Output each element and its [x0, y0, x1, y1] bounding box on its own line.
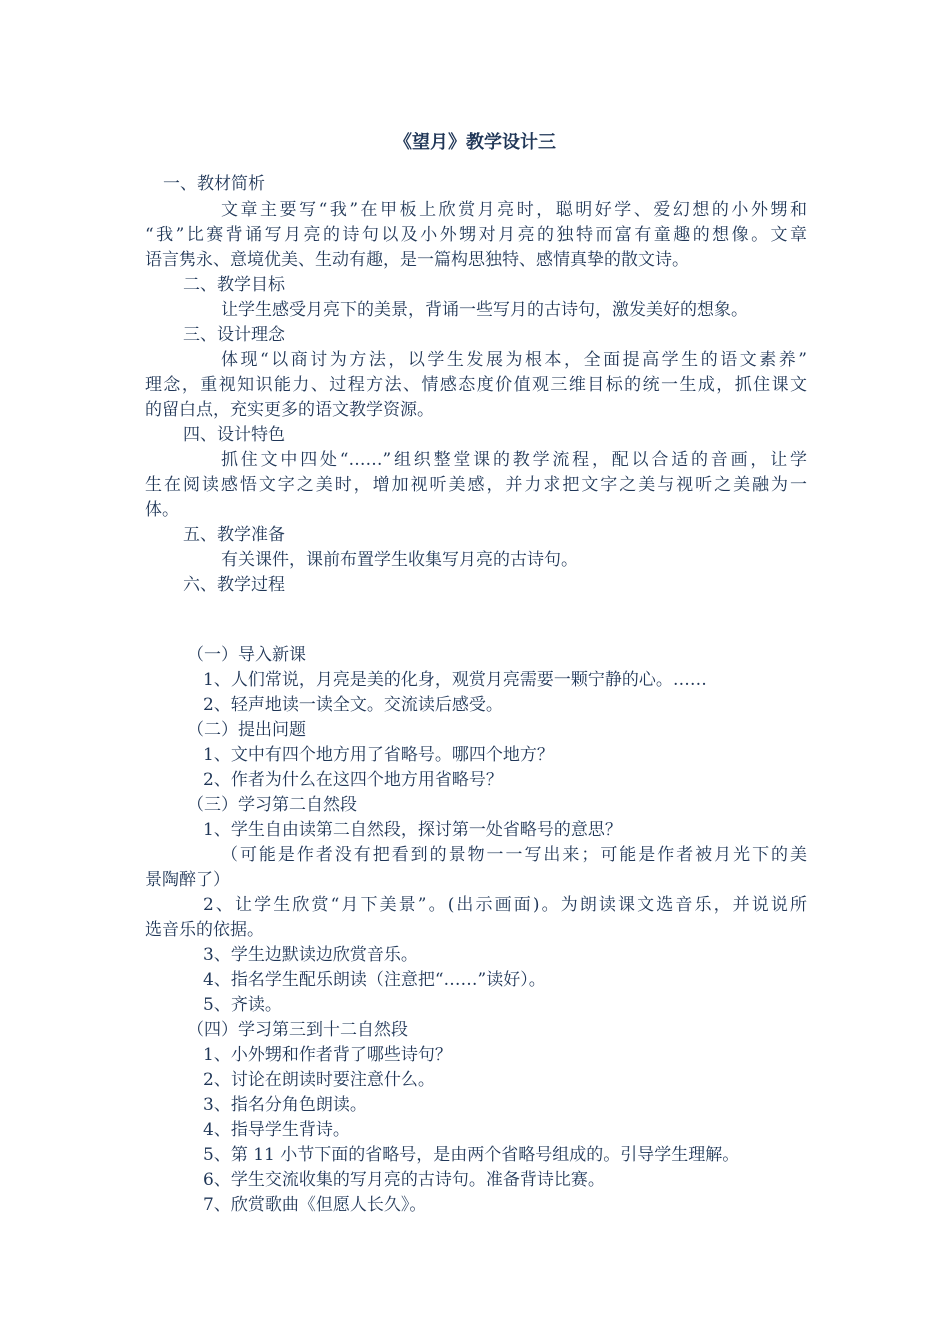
list-item: 5、第 11 小节下面的省略号，是由两个省略号组成的。引导学生理解。 [203, 1145, 740, 1165]
paragraph-line: 让学生感受月亮下的美景，背诵一些写月的古诗句，激发美好的想象。 [221, 300, 748, 320]
list-item: 1、学生自由读第二自然段，探讨第一处省略号的意思？ [203, 820, 622, 840]
list-item: 7、欣赏歌曲《但愿人长久》。 [203, 1195, 427, 1215]
section-heading-materials: 一、教材简析 [163, 174, 265, 194]
list-item: 景陶醉了） [145, 870, 230, 890]
paragraph-line: 体。 [145, 500, 179, 520]
list-item: 3、学生边默读边欣赏音乐。 [203, 945, 418, 965]
list-item: 2、作者为什么在这四个地方用省略号？ [203, 770, 503, 790]
list-item: 2、让学生欣赏“月下美景”。(出示画面)。为朗读课文选音乐，并说说所 [203, 895, 807, 915]
list-item: 3、指名分角色朗读。 [203, 1095, 367, 1115]
subsection-heading: （二）提出问题 [187, 720, 306, 740]
paragraph-line: 的留白点，充实更多的语文教学资源。 [145, 400, 434, 420]
list-item: 1、人们常说，月亮是美的化身，观赏月亮需要一颗宁静的心。…… [203, 670, 707, 690]
subsection-heading: （一）导入新课 [187, 645, 306, 665]
paragraph-line: 语言隽永、意境优美、生动有趣，是一篇构思独特、感情真挚的散文诗。 [145, 250, 689, 270]
list-item: 2、讨论在朗读时要注意什么。 [203, 1070, 435, 1090]
section-heading-process: 六、教学过程 [183, 575, 285, 595]
section-heading-features: 四、设计特色 [183, 425, 285, 445]
list-item: 4、指名学生配乐朗读（注意把“……”读好）。 [203, 970, 546, 990]
list-item: 1、小外甥和作者背了哪些诗句？ [203, 1045, 452, 1065]
paragraph-line: 有关课件，课前布置学生收集写月亮的古诗句。 [221, 550, 578, 570]
list-item: （可能是作者没有把看到的景物一一写出来；可能是作者被月光下的美 [221, 845, 807, 865]
subsection-heading: （四）学习第三到十二自然段 [187, 1020, 408, 1040]
section-heading-concept: 三、设计理念 [183, 325, 285, 345]
paragraph-line: “我”比赛背诵写月亮的诗句以及小外甥对月亮的独特而富有童趣的想像。文章 [145, 225, 807, 245]
section-heading-goals: 二、教学目标 [183, 275, 285, 295]
list-item: 6、学生交流收集的写月亮的古诗句。准备背诗比赛。 [203, 1170, 605, 1190]
paragraph-line: 抓住文中四处“……”组织整堂课的教学流程，配以合适的音画，让学 [221, 450, 807, 470]
list-item: 5、齐读。 [203, 995, 282, 1015]
section-heading-preparation: 五、教学准备 [183, 525, 285, 545]
list-item: 2、轻声地读一读全文。交流读后感受。 [203, 695, 503, 715]
list-item: 选音乐的依据。 [145, 920, 264, 940]
paragraph-line: 文章主要写“我”在甲板上欣赏月亮时，聪明好学、爱幻想的小外甥和 [221, 200, 807, 220]
paragraph-line: 生在阅读感悟文字之美时，增加视听美感，并力求把文字之美与视听之美融为一 [145, 475, 807, 495]
document-title: 《望月》教学设计三 [394, 132, 556, 153]
subsection-heading: （三）学习第二自然段 [187, 795, 357, 815]
list-item: 1、文中有四个地方用了省略号。哪四个地方？ [203, 745, 554, 765]
paragraph-line: 理念，重视知识能力、过程方法、情感态度价值观三维目标的统一生成，抓住课文 [145, 375, 807, 395]
list-item: 4、指导学生背诗。 [203, 1120, 350, 1140]
paragraph-line: 体现“以商讨为方法，以学生发展为根本，全面提高学生的语文素养” [221, 350, 807, 370]
